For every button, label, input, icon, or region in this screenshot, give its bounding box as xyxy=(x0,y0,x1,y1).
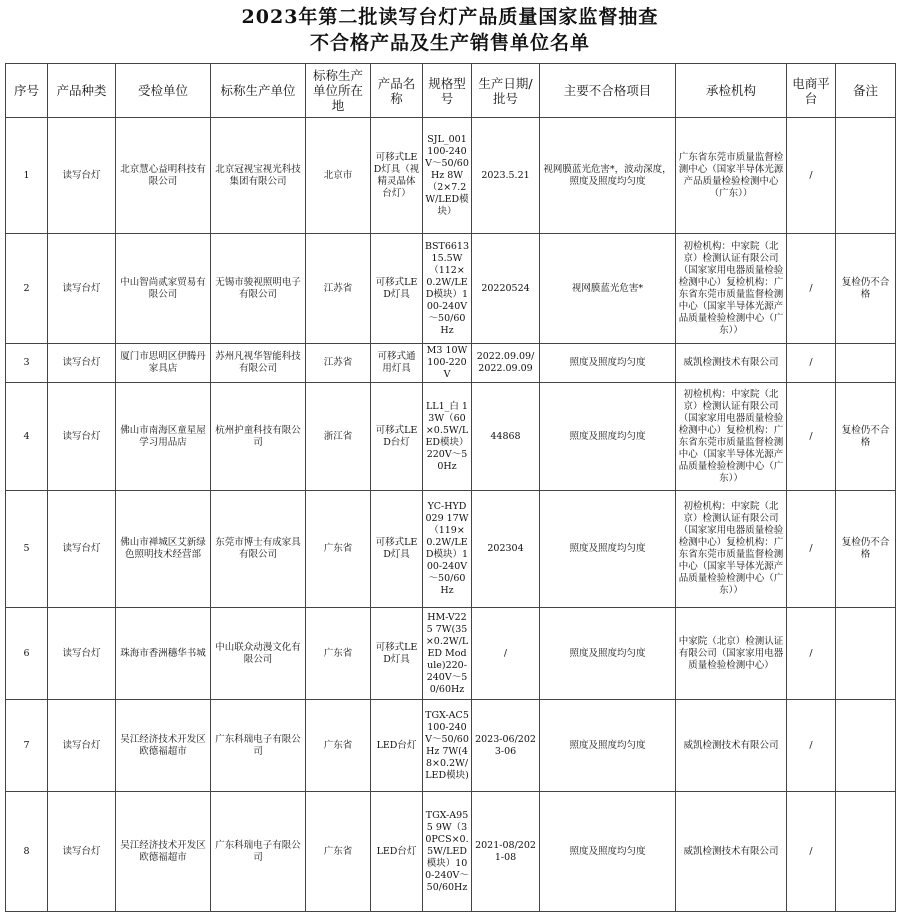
table-row xyxy=(6,344,896,383)
header-location: 标称生产单位所在地 xyxy=(306,64,371,118)
cell-platform: / xyxy=(787,491,836,608)
header-producer: 标称生产单位 xyxy=(211,64,306,118)
cell-agency: 广东省东莞市质量监督检测中心（国家半导体光源产品质量检验检测中心（广东）） xyxy=(676,118,787,234)
header-remark: 备注 xyxy=(836,64,896,118)
cell-location: 广东省 xyxy=(306,792,371,912)
cell-remark xyxy=(836,344,896,383)
cell-producer: 广东科瑞电子有限公司 xyxy=(211,700,306,792)
cell-spec: SJL_001 100-240V～50/60Hz 8W（2×7.2W/LED模块） xyxy=(423,118,472,234)
cell-location: 浙江省 xyxy=(306,383,371,491)
cell-defects: 照度及照度均匀度 xyxy=(540,608,676,700)
table-row xyxy=(6,118,896,234)
cell-spec: YC-HYD029 17W（119×0.2W/LED模块）100-240V～50/60Hz xyxy=(423,491,472,608)
cell-category: 读写台灯 xyxy=(48,608,116,700)
cell-category: 读写台灯 xyxy=(48,383,116,491)
cell-date: 2021-08/2021-08 xyxy=(472,792,540,912)
cell-date: 2022.09.09/2022.09.09 xyxy=(472,344,540,383)
cell-inspected-unit: 佛山市禅城区艾新绿色照明技术经营部 xyxy=(116,491,211,608)
cell-location: 江苏省 xyxy=(306,344,371,383)
cell-no: 4 xyxy=(6,383,48,491)
cell-spec: TGX-A955 9W（30PCS×0.5W/LED模块）100-240V～50/60Hz xyxy=(423,792,472,912)
table-row xyxy=(6,383,896,491)
cell-defects: 视网膜蓝光危害* xyxy=(540,234,676,344)
cell-inspected-unit: 中山智尚贰家贸易有限公司 xyxy=(116,234,211,344)
cell-spec: HM-V225 7W(35×0.2W/LED Module)220-240V～50/60Hz xyxy=(423,608,472,700)
cell-agency: 威凯检测技术有限公司 xyxy=(676,792,787,912)
cell-no: 7 xyxy=(6,700,48,792)
cell-date: 20220524 xyxy=(472,234,540,344)
table-header-row xyxy=(6,64,896,118)
cell-product: 可移式LED灯具（视精灵晶体台灯） xyxy=(371,118,423,234)
cell-remark: 复检仍不合格 xyxy=(836,491,896,608)
cell-platform: / xyxy=(787,118,836,234)
cell-date: / xyxy=(472,608,540,700)
cell-date: 2023.5.21 xyxy=(472,118,540,234)
cell-date: 2023-06/2023-06 xyxy=(472,700,540,792)
cell-agency: 初检机构：中家院（北京）检测认证有限公司（国家家用电器质量检验检测中心）复检机构：广东省东莞市质量监督检测中心（国家半导体光源产品质量检验检测中心（广东）） xyxy=(676,383,787,491)
cell-agency: 威凯检测技术有限公司 xyxy=(676,344,787,383)
cell-no: 6 xyxy=(6,608,48,700)
cell-producer: 东莞市博士有成家具有限公司 xyxy=(211,491,306,608)
table-row xyxy=(6,792,896,912)
cell-location: 广东省 xyxy=(306,491,371,608)
header-platform: 电商平台 xyxy=(787,64,836,118)
cell-producer: 杭州护童科技有限公司 xyxy=(211,383,306,491)
cell-platform: / xyxy=(787,700,836,792)
table-row xyxy=(6,608,896,700)
title-line-1: 2023年第二批读写台灯产品质量国家监督抽查 xyxy=(241,6,659,28)
cell-location: 江苏省 xyxy=(306,234,371,344)
cell-defects: 视网膜蓝光危害*，波动深度，照度及照度均匀度 xyxy=(540,118,676,234)
header-no: 序号 xyxy=(6,64,48,118)
cell-platform: / xyxy=(787,608,836,700)
cell-agency: 威凯检测技术有限公司 xyxy=(676,700,787,792)
cell-spec: BST6613 15.5W（112×0.2W/LED模块）100-240V～50/60Hz xyxy=(423,234,472,344)
cell-producer: 北京冠视宝视光科技集团有限公司 xyxy=(211,118,306,234)
cell-agency: 初检机构：中家院（北京）检测认证有限公司（国家家用电器质量检验检测中心）复检机构：广东省东莞市质量监督检测中心（国家半导体光源产品质量检验检测中心（广东）） xyxy=(676,491,787,608)
cell-product: 可移式LED灯具 xyxy=(371,234,423,344)
cell-no: 3 xyxy=(6,344,48,383)
cell-no: 5 xyxy=(6,491,48,608)
cell-inspected-unit: 珠海市香洲穗华书城 xyxy=(116,608,211,700)
cell-producer: 无锡市骏视照明电子有限公司 xyxy=(211,234,306,344)
cell-category: 读写台灯 xyxy=(48,792,116,912)
cell-location: 北京市 xyxy=(306,118,371,234)
cell-spec: M3 10W 100-220V xyxy=(423,344,472,383)
cell-platform: / xyxy=(787,344,836,383)
header-inspected-unit: 受检单位 xyxy=(116,64,211,118)
cell-date: 44868 xyxy=(472,383,540,491)
cell-location: 广东省 xyxy=(306,700,371,792)
cell-location: 广东省 xyxy=(306,608,371,700)
cell-agency: 初检机构：中家院（北京）检测认证有限公司（国家家用电器质量检验检测中心）复检机构：广东省东莞市质量监督检测中心（国家半导体光源产品质量检验检测中心（广东）） xyxy=(676,234,787,344)
cell-category: 读写台灯 xyxy=(48,491,116,608)
cell-remark xyxy=(836,608,896,700)
cell-date: 202304 xyxy=(472,491,540,608)
cell-defects: 照度及照度均匀度 xyxy=(540,383,676,491)
cell-platform: / xyxy=(787,792,836,912)
cell-product: 可移式通用灯具 xyxy=(371,344,423,383)
cell-agency: 中家院（北京）检测认证有限公司（国家家用电器质量检验检测中心） xyxy=(676,608,787,700)
cell-producer: 中山联众动漫文化有限公司 xyxy=(211,608,306,700)
cell-defects: 照度及照度均匀度 xyxy=(540,700,676,792)
cell-platform: / xyxy=(787,383,836,491)
cell-no: 1 xyxy=(6,118,48,234)
cell-product: 可移式LED台灯 xyxy=(371,383,423,491)
cell-defects: 照度及照度均匀度 xyxy=(540,792,676,912)
cell-category: 读写台灯 xyxy=(48,118,116,234)
defect-list-table xyxy=(5,63,896,912)
title-line-2: 不合格产品及生产销售单位名单 xyxy=(309,32,590,54)
cell-inspected-unit: 北京慧心益明科技有限公司 xyxy=(116,118,211,234)
cell-remark xyxy=(836,792,896,912)
cell-inspected-unit: 厦门市思明区伊腾丹家具店 xyxy=(116,344,211,383)
cell-no: 2 xyxy=(6,234,48,344)
table-row xyxy=(6,491,896,608)
cell-producer: 广东科瑞电子有限公司 xyxy=(211,792,306,912)
cell-defects: 照度及照度均匀度 xyxy=(540,344,676,383)
cell-inspected-unit: 佛山市南海区童星屋学习用品店 xyxy=(116,383,211,491)
cell-inspected-unit: 吴江经济技术开发区欧德福超市 xyxy=(116,792,211,912)
header-category: 产品种类 xyxy=(48,64,116,118)
cell-platform: / xyxy=(787,234,836,344)
cell-remark xyxy=(836,118,896,234)
header-agency: 承检机构 xyxy=(676,64,787,118)
cell-inspected-unit: 吴江经济技术开发区欧德福超市 xyxy=(116,700,211,792)
table-row xyxy=(6,700,896,792)
cell-defects: 照度及照度均匀度 xyxy=(540,491,676,608)
cell-category: 读写台灯 xyxy=(48,700,116,792)
table-row xyxy=(6,234,896,344)
cell-category: 读写台灯 xyxy=(48,234,116,344)
header-date: 生产日期/批号 xyxy=(472,64,540,118)
header-defects: 主要不合格项目 xyxy=(540,64,676,118)
cell-category: 读写台灯 xyxy=(48,344,116,383)
header-product: 产品名称 xyxy=(371,64,423,118)
cell-product: 可移式LED灯具 xyxy=(371,491,423,608)
cell-producer: 苏州凡视华智能科技有限公司 xyxy=(211,344,306,383)
cell-spec: LL1_白 13W（60×0.5W/LED模块）220V～50Hz xyxy=(423,383,472,491)
cell-product: LED台灯 xyxy=(371,792,423,912)
document-title xyxy=(0,0,900,56)
cell-product: 可移式LED灯具 xyxy=(371,608,423,700)
cell-remark xyxy=(836,700,896,792)
cell-product: LED台灯 xyxy=(371,700,423,792)
cell-spec: TGX-AC5 100-240V～50/60Hz 7W(48×0.2W/LED模块) xyxy=(423,700,472,792)
header-spec: 规格型号 xyxy=(423,64,472,118)
cell-remark: 复检仍不合格 xyxy=(836,383,896,491)
cell-no: 8 xyxy=(6,792,48,912)
cell-remark: 复检仍不合格 xyxy=(836,234,896,344)
